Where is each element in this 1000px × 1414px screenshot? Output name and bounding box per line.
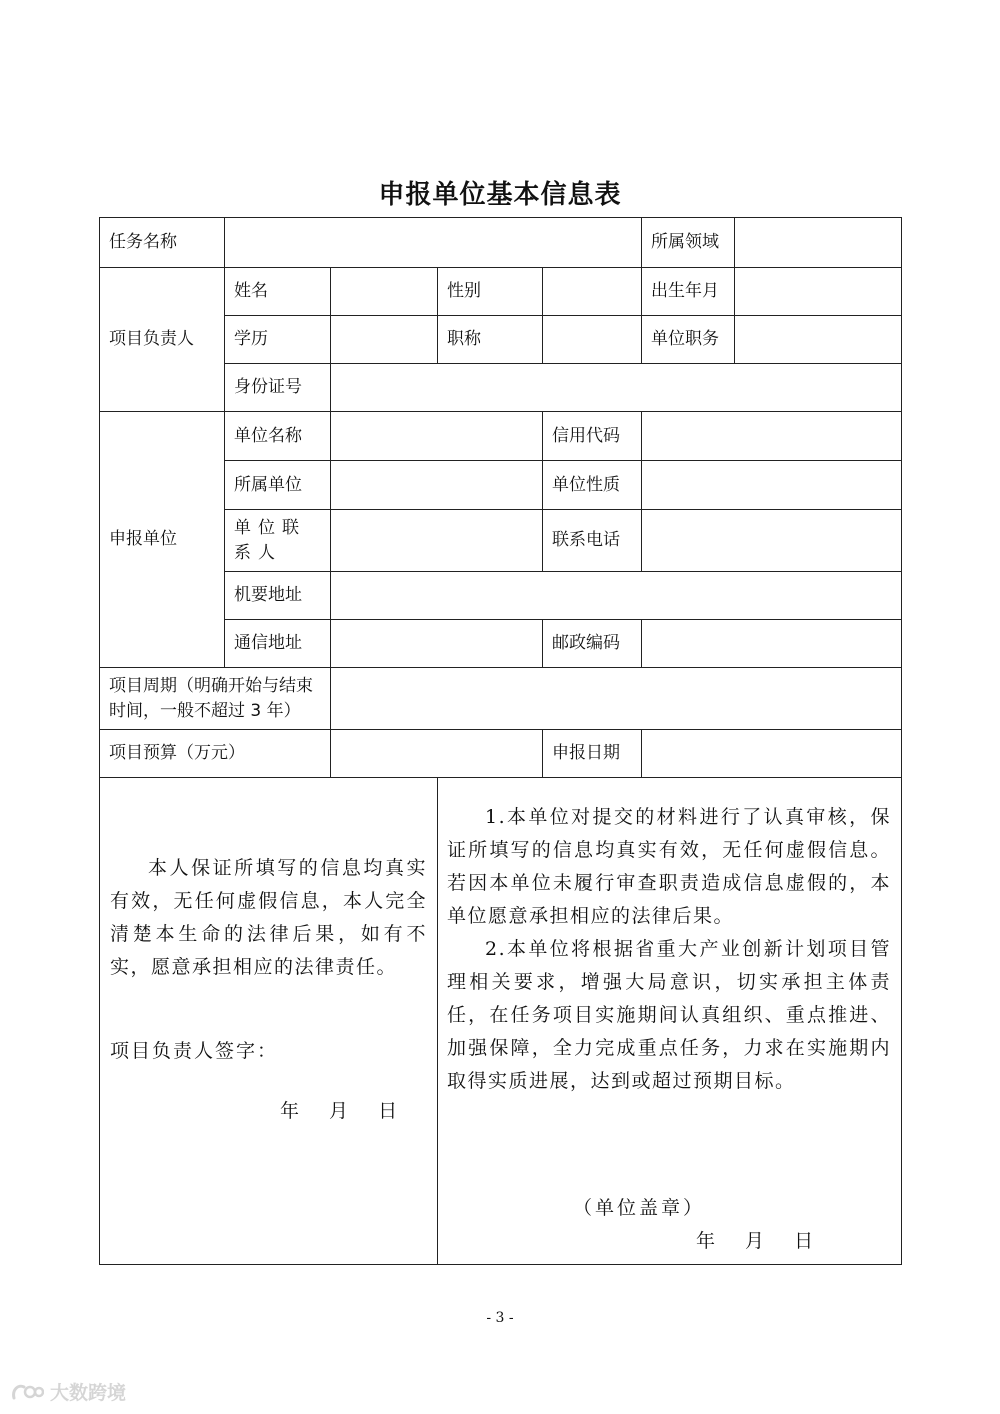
postcode-label: 邮政编码 <box>543 620 642 668</box>
task-name-value[interactable] <box>225 218 642 268</box>
field-value[interactable] <box>735 218 902 268</box>
birth-label: 出生年月 <box>642 268 735 316</box>
contact-phone-value[interactable] <box>642 510 902 572</box>
watermark <box>10 1378 126 1405</box>
period-row <box>100 668 902 730</box>
leader-declaration-text: 本人保证所填写的信息均真实有效，无任何虚假信息，本人完全清楚本生命的法律后果，如有不实，愿意承担相应的法律责任。 <box>110 857 427 978</box>
page-number: - 3 - <box>486 1310 514 1326</box>
leader-signature-date: 年 月 日 <box>280 1100 398 1122</box>
unit-nature-value[interactable] <box>642 461 902 510</box>
leader-row-1 <box>100 268 902 316</box>
mail-address-value[interactable] <box>331 620 543 668</box>
id-number-label: 身份证号 <box>225 364 331 412</box>
id-number-value[interactable] <box>331 364 902 412</box>
unit-declaration-item-2: 2.本单位将根据省重大产业创新计划项目管理相关要求，增强大局意识，切实承担主体责任，在任务项目实施期间认真组织、重点推进、加强保障，全力完成重点任务，力求在实施期内取得实质进展，达到或超过预期目标。 <box>447 938 891 1092</box>
leader-label: 项目负责人 <box>100 268 225 412</box>
unit-contact-label: 单位联系人 <box>225 510 331 572</box>
title-value[interactable] <box>543 316 642 364</box>
apply-date-label: 申报日期 <box>543 730 642 778</box>
field-label: 所属领域 <box>642 218 735 268</box>
project-budget-value[interactable] <box>331 730 543 778</box>
postcode-value[interactable] <box>642 620 902 668</box>
gender-value[interactable] <box>543 268 642 316</box>
name-label: 姓名 <box>225 268 331 316</box>
contact-phone-label: 联系电话 <box>543 510 642 572</box>
watermark-text: 大数跨境 <box>50 1382 127 1404</box>
unit-declaration-item-1: 1.本单位对提交的材料进行了认真审核，保证所填写的信息均真实有效，无任何虚假信息。若因本单位未履行审查职责造成信息虚假的，本单位愿意承担相应的法律后果。 <box>447 806 891 927</box>
unit-name-value[interactable] <box>331 412 543 461</box>
title-label: 职称 <box>438 316 543 364</box>
credit-code-value[interactable] <box>642 412 902 461</box>
task-name-label: 任务名称 <box>100 218 225 268</box>
leader-signature-label: 项目负责人签字： <box>110 1040 279 1062</box>
position-value[interactable] <box>735 316 902 364</box>
mail-address-label: 通信地址 <box>225 620 331 668</box>
page-title: 申报单位基本信息表 <box>378 180 622 210</box>
education-value[interactable] <box>331 316 438 364</box>
task-row <box>100 218 902 268</box>
project-period-value[interactable] <box>331 668 902 730</box>
project-budget-label: 项目预算（万元） <box>100 730 331 778</box>
declaration-row <box>100 778 902 1265</box>
birth-value[interactable] <box>735 268 902 316</box>
unit-declaration <box>438 778 902 1265</box>
unit-row-1 <box>100 412 902 461</box>
office-address-label: 机要地址 <box>225 572 331 620</box>
unit-label: 申报单位 <box>100 412 225 668</box>
application-info-table <box>99 217 902 1265</box>
education-label: 学历 <box>225 316 331 364</box>
gender-label: 性别 <box>438 268 543 316</box>
unit-seal-label: （单位盖章） <box>573 1197 706 1219</box>
unit-name-label: 单位名称 <box>225 412 331 461</box>
credit-code-label: 信用代码 <box>543 412 642 461</box>
name-value[interactable] <box>331 268 438 316</box>
unit-contact-value[interactable] <box>331 510 543 572</box>
parent-unit-value[interactable] <box>331 461 543 510</box>
apply-date-value[interactable] <box>642 730 902 778</box>
position-label: 单位职务 <box>642 316 735 364</box>
unit-seal-date: 年 月 日 <box>696 1230 814 1252</box>
unit-nature-label: 单位性质 <box>543 461 642 510</box>
watermark-logo-icon <box>10 1381 44 1403</box>
unit-declaration-text <box>447 801 891 1098</box>
parent-unit-label: 所属单位 <box>225 461 331 510</box>
project-period-label: 项目周期（明确开始与结束时间，一般不超过 3 年） <box>100 668 331 730</box>
leader-declaration <box>100 778 438 1265</box>
budget-row <box>100 730 902 778</box>
office-address-value[interactable] <box>331 572 902 620</box>
